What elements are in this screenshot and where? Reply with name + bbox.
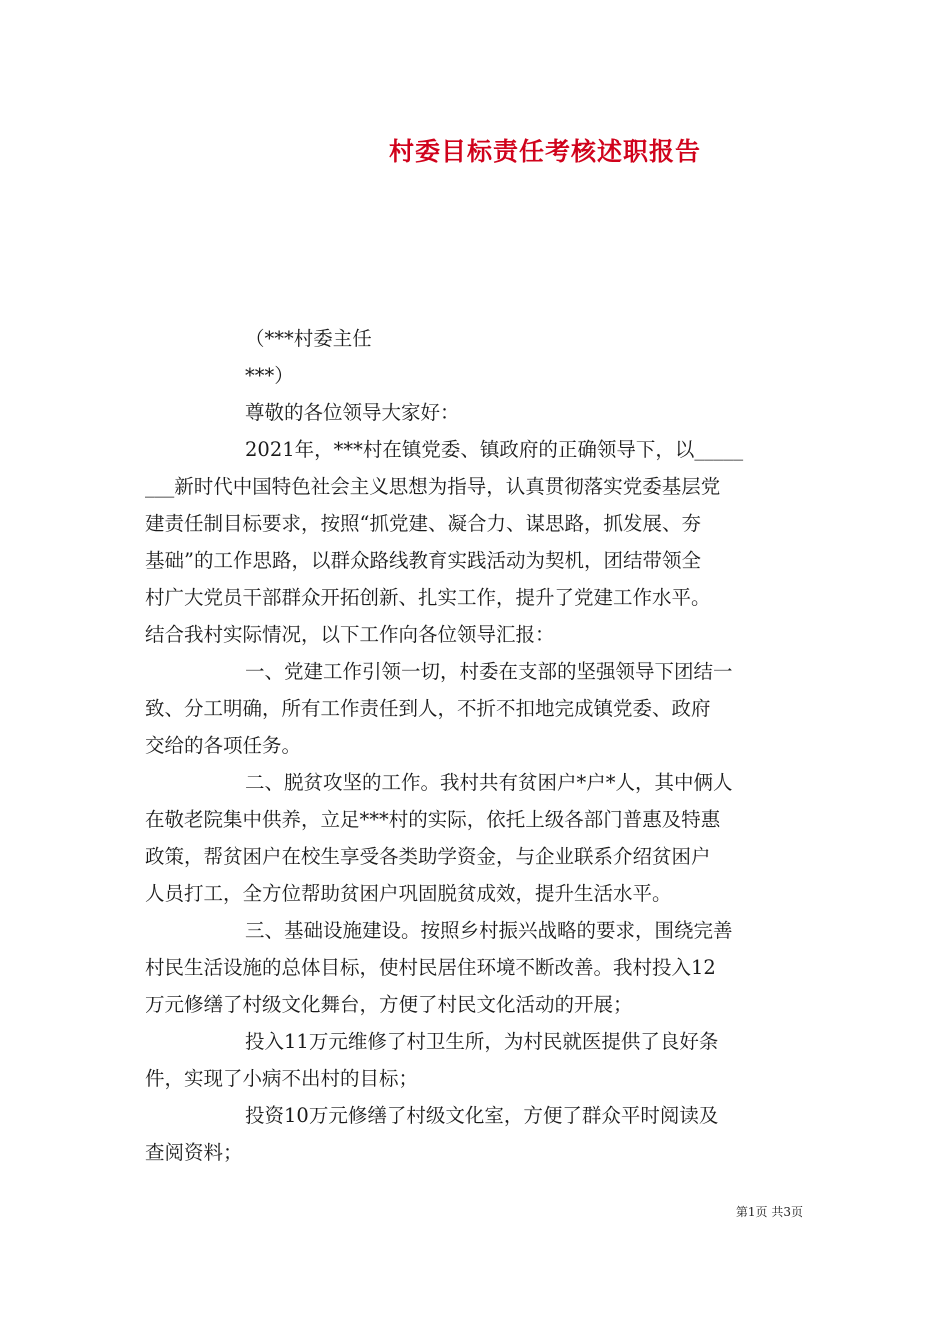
paragraph-line: ___新时代中国特色社会主义思想为指导，认真贯彻落实党委基层党: [145, 475, 721, 498]
paragraph-line: 结合我村实际情况，以下工作向各位领导汇报：: [145, 623, 555, 646]
paragraph-6: [145, 1097, 805, 1171]
paragraph-3: [145, 764, 805, 912]
paragraph-line: 2021年，***村在镇党委、镇政府的正确领导下，以_____: [245, 438, 744, 461]
paragraph-line: 件，实现了小病不出村的目标；: [145, 1067, 419, 1090]
document-title: 村委目标责任考核述职报告: [388, 137, 701, 166]
paragraph-line: 致、分工明确，所有工作责任到人，不折不扣地完成镇党委、政府: [145, 697, 711, 720]
paragraph-line: 村广大党员干部群众开拓创新、扎实工作，提升了党建工作水平。: [145, 586, 711, 609]
paragraph-line: 投入11万元维修了村卫生所，为村民就医提供了良好条: [245, 1030, 719, 1053]
paragraph-line: 政策，帮贫困户在校生享受各类助学资金，与企业联系介绍贫困户: [145, 845, 711, 868]
paragraph-1: [145, 431, 805, 653]
paragraph-line: 交给的各项任务。: [145, 734, 302, 757]
author-line-1: （***村委主任: [245, 327, 372, 350]
paragraph-line: 投资10万元修缮了村级文化室，方便了群众平时阅读及: [245, 1104, 719, 1127]
paragraph-4: [145, 912, 805, 1023]
paragraph-2: [145, 653, 805, 764]
paragraph-line: 在敬老院集中供养，立足***村的实际，依托上级各部门普惠及特惠: [145, 808, 721, 831]
paragraph-5: [145, 1023, 805, 1097]
paragraph-line: 查阅资料；: [145, 1141, 243, 1164]
paragraph-line: 人员打工，全方位帮助贫困户巩固脱贫成效，提升生活水平。: [145, 882, 672, 905]
paragraph-line: 二、脱贫攻坚的工作。我村共有贫困户*户*人，其中俩人: [245, 771, 733, 794]
author-line-2: ***）: [245, 364, 294, 387]
paragraph-line: 万元修缮了村级文化舞台，方便了村民文化活动的开展；: [145, 993, 633, 1016]
page-number: 第1页 共3页: [735, 1205, 803, 1219]
paragraph-line: 建责任制目标要求，按照“抓党建、凝合力、谋思路，抓发展、夯: [145, 512, 701, 535]
paragraph-line: 基础”的工作思路，以群众路线教育实践活动为契机，团结带领全: [145, 549, 701, 572]
paragraph-line: 一、党建工作引领一切，村委在支部的坚强领导下团结一: [245, 660, 733, 683]
paragraph-line: 村民生活设施的总体目标，使村民居住环境不断改善。我村投入12: [145, 956, 716, 979]
greeting: 尊敬的各位领导大家好：: [245, 401, 460, 424]
document-body: [145, 320, 805, 1171]
paragraph-line: 三、基础设施建设。按照乡村振兴战略的要求，围绕完善: [245, 919, 733, 942]
